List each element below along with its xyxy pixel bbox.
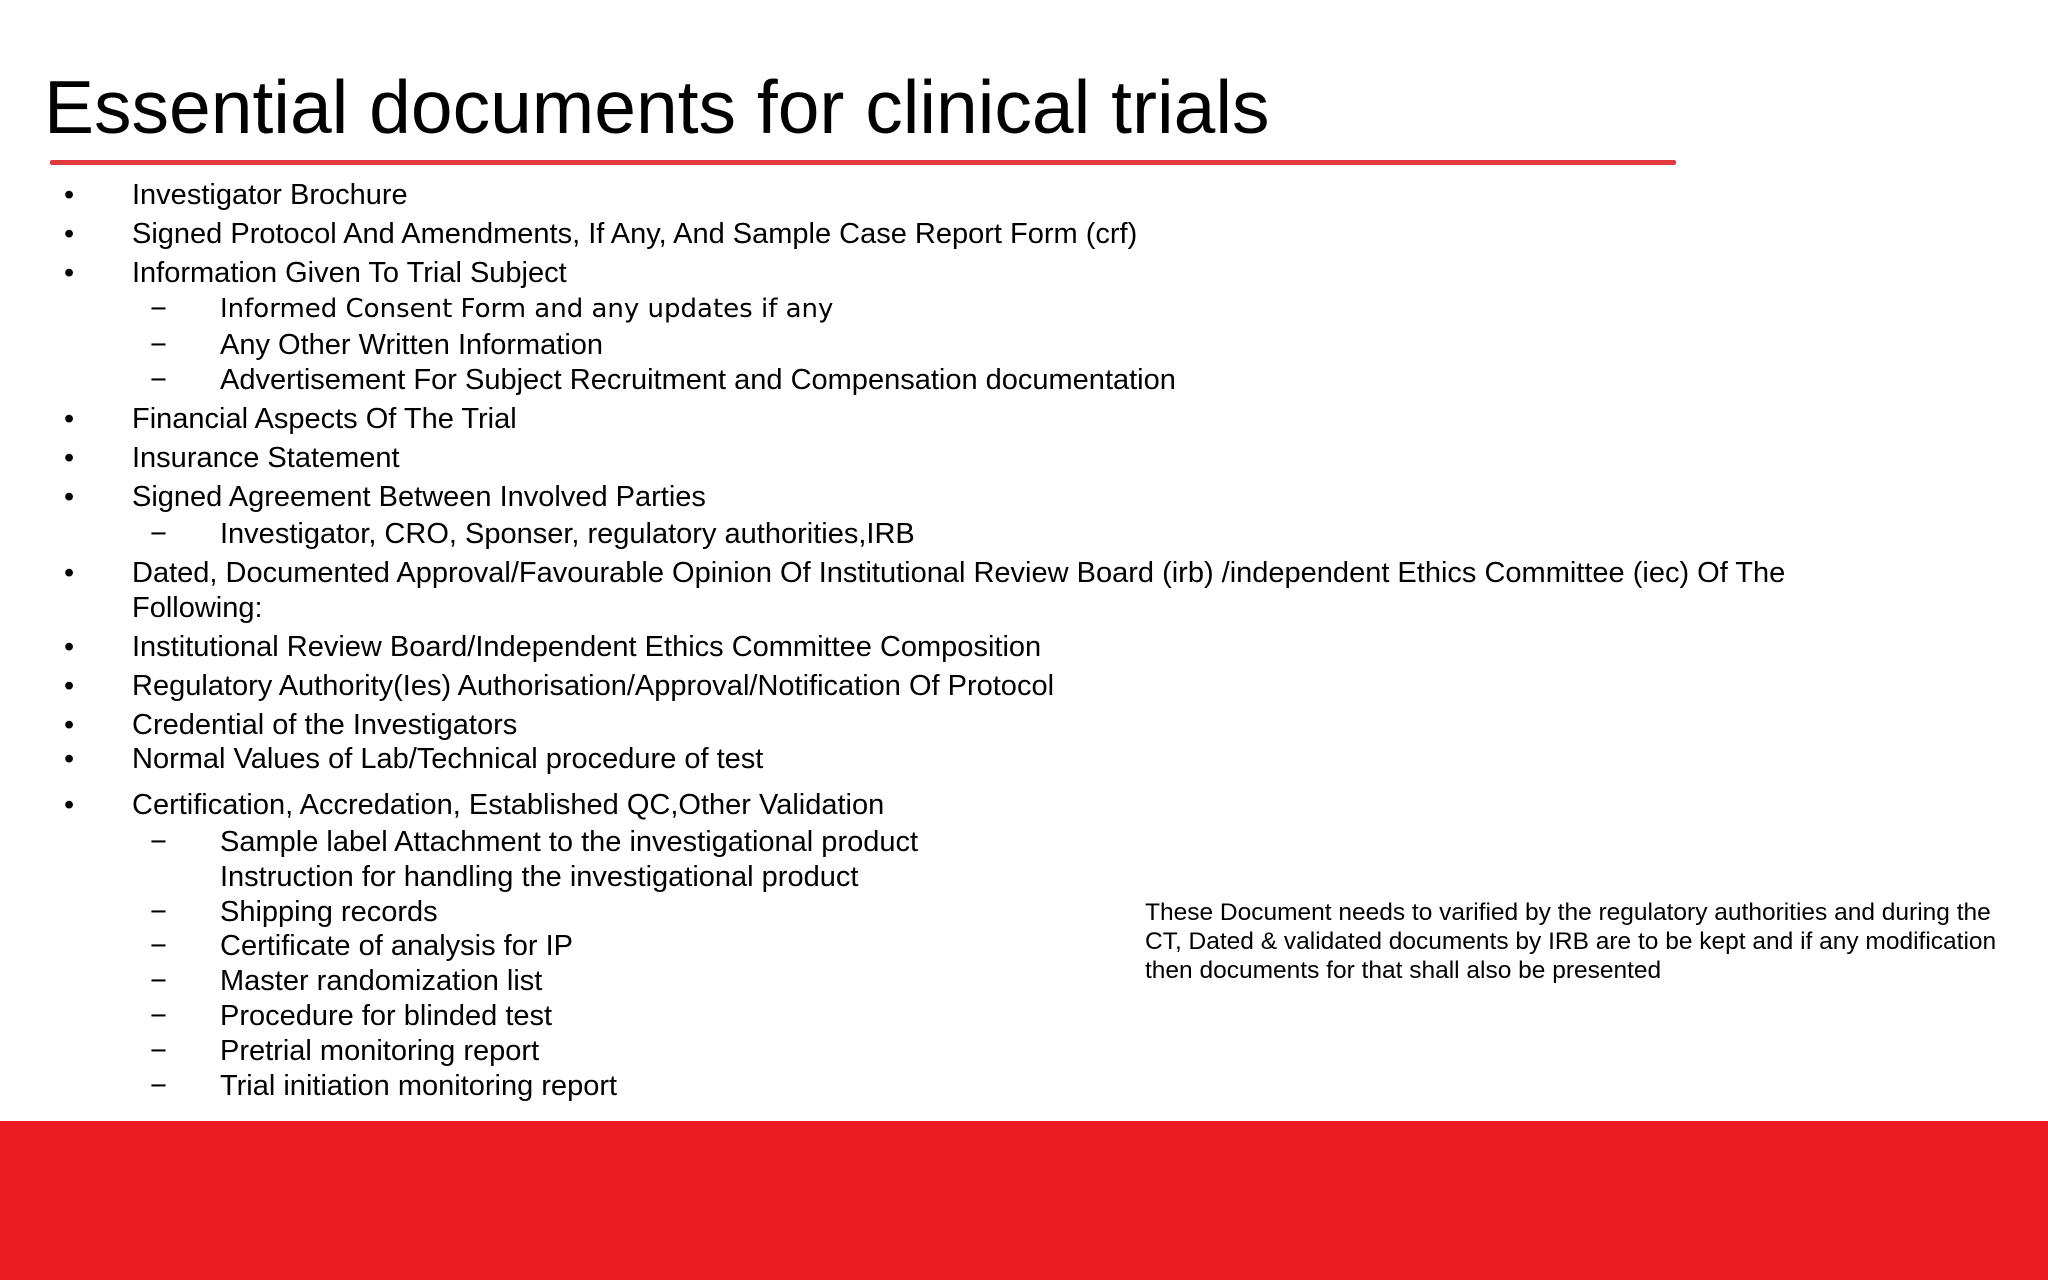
bullet-marker: • bbox=[64, 631, 75, 663]
bullet-marker: • bbox=[64, 743, 75, 775]
bullet-marker: • bbox=[64, 442, 75, 474]
sub-list-item: Investigator, CRO, Sponser, regulatory authorities,IRB bbox=[220, 518, 915, 550]
list-item: Information Given To Trial Subject bbox=[132, 257, 567, 289]
sub-list-item: Sample label Attachment to the investigational product bbox=[220, 826, 919, 858]
list-item: Regulatory Authority(Ies) Authorisation/Approval/Notification Of Protocol bbox=[132, 670, 1055, 702]
list-item: Certification, Accredation, Established QC,Other Validation bbox=[132, 789, 885, 821]
sub-list-item: Procedure for blinded test bbox=[220, 1000, 553, 1032]
sub-list-item: Shipping records bbox=[220, 896, 438, 928]
dash-marker: − bbox=[150, 1000, 167, 1032]
slide-title: Essential documents for clinical trials bbox=[44, 65, 1270, 149]
list-item: Dated, Documented Approval/Favourable Opinion Of Institutional Review Board (irb) /independent Ethics Committee (iec) Of The bbox=[132, 557, 1786, 589]
list-item: Institutional Review Board/Independent Ethics Committee Composition bbox=[132, 631, 1042, 663]
bullet-marker: • bbox=[64, 481, 75, 513]
bullet-marker: • bbox=[64, 670, 75, 702]
bullet-marker: • bbox=[64, 789, 75, 821]
bullet-marker: • bbox=[64, 179, 75, 211]
sub-list-item: Informed Consent Form and any updates if any bbox=[220, 294, 834, 324]
bullet-marker: • bbox=[64, 403, 75, 435]
dash-marker: − bbox=[150, 1070, 167, 1102]
dash-marker: − bbox=[150, 518, 167, 550]
footer-band bbox=[0, 1121, 2048, 1280]
dash-marker: − bbox=[150, 930, 167, 962]
list-item: Insurance Statement bbox=[132, 442, 400, 474]
sub-list-item: Pretrial monitoring report bbox=[220, 1035, 540, 1067]
side-note: These Document needs to varified by the regulatory authorities and during the CT, Dated & validated documents by IRB are to be kept and if any modification then documents for that shall also be presented bbox=[1145, 899, 1997, 984]
list-item: Investigator Brochure bbox=[132, 179, 408, 211]
sub-list-item-continuation: Instruction for handling the investigational product bbox=[220, 861, 859, 893]
sub-list-item: Trial initiation monitoring report bbox=[220, 1070, 618, 1102]
list-item: Normal Values of Lab/Technical procedure of test bbox=[132, 743, 764, 775]
list-item: Signed Protocol And Amendments, If Any, And Sample Case Report Form (crf) bbox=[132, 218, 1138, 250]
sub-list-item: Advertisement For Subject Recruitment and Compensation documentation bbox=[220, 364, 1176, 396]
title-underline bbox=[50, 160, 1676, 165]
sub-list-item: Certificate of analysis for IP bbox=[220, 930, 573, 962]
dash-marker: − bbox=[150, 826, 167, 858]
sub-list-item: Master randomization list bbox=[220, 965, 543, 997]
dash-marker: − bbox=[150, 329, 167, 361]
dash-marker: − bbox=[150, 896, 167, 928]
bullet-marker: • bbox=[64, 218, 75, 250]
dash-marker: − bbox=[150, 364, 167, 396]
list-item: Credential of the Investigators bbox=[132, 709, 518, 741]
list-item: Signed Agreement Between Involved Parties bbox=[132, 481, 706, 513]
bullet-marker: • bbox=[64, 709, 75, 741]
dash-marker: − bbox=[150, 965, 167, 997]
sub-list-item: Any Other Written Information bbox=[220, 329, 604, 361]
dash-marker: − bbox=[150, 1035, 167, 1067]
bullet-marker: • bbox=[64, 557, 75, 589]
bullet-marker: • bbox=[64, 257, 75, 289]
list-item-continuation: Following: bbox=[132, 592, 263, 624]
dash-marker: − bbox=[150, 293, 167, 325]
list-item: Financial Aspects Of The Trial bbox=[132, 403, 517, 435]
